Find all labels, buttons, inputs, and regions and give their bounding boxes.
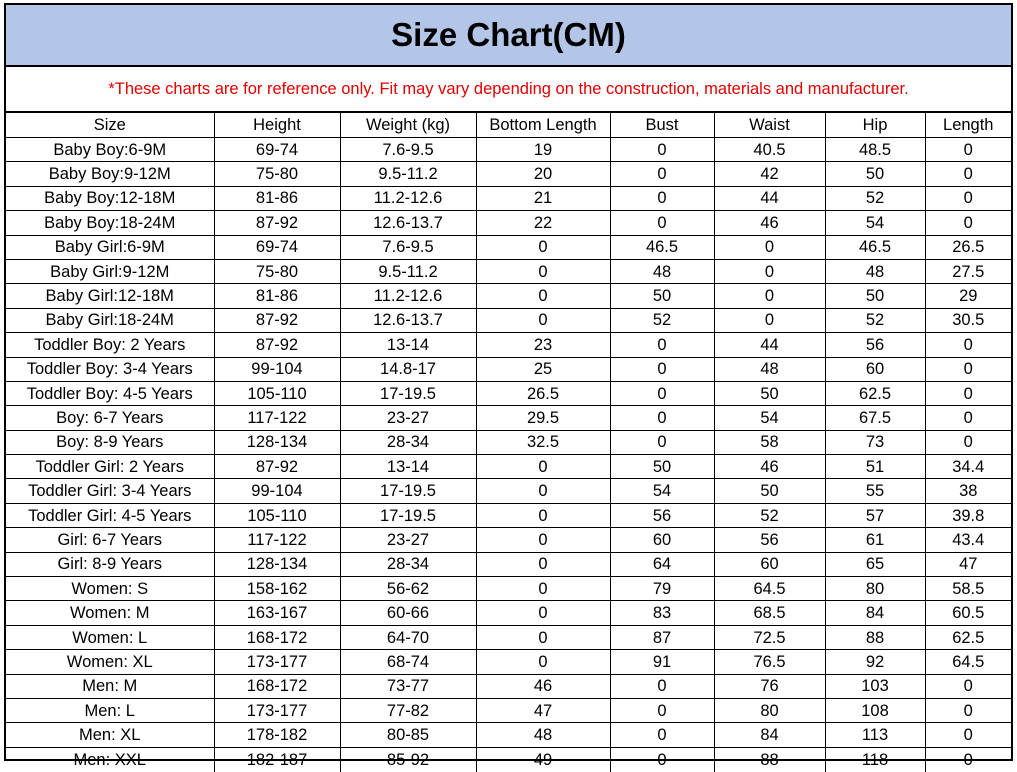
measurement-cell: 12.6-13.7	[340, 211, 476, 235]
measurement-cell: 0	[925, 698, 1011, 722]
measurement-cell: 178-182	[214, 723, 340, 747]
measurement-cell: 39.8	[925, 503, 1011, 527]
measurement-cell: 60	[714, 552, 825, 576]
measurement-cell: 0	[610, 186, 714, 210]
measurement-cell: 87	[610, 625, 714, 649]
measurement-cell: 68.5	[714, 601, 825, 625]
table-row	[6, 528, 1011, 552]
table-row	[6, 284, 1011, 308]
measurement-cell: 48	[476, 723, 610, 747]
measurement-cell: 13-14	[340, 333, 476, 357]
measurement-cell: 91	[610, 650, 714, 674]
measurement-cell: 38	[925, 479, 1011, 503]
measurement-cell: 54	[714, 406, 825, 430]
measurement-cell: 182-187	[214, 747, 340, 771]
measurement-cell: 0	[476, 455, 610, 479]
column-header: Length	[925, 113, 1011, 138]
measurement-cell: 0	[925, 723, 1011, 747]
size-label-cell: Girl: 6-7 Years	[6, 528, 214, 552]
table-body	[6, 138, 1011, 772]
table-row	[6, 503, 1011, 527]
measurement-cell: 0	[610, 138, 714, 162]
measurement-cell: 0	[476, 284, 610, 308]
table-row	[6, 430, 1011, 454]
measurement-cell: 52	[610, 308, 714, 332]
measurement-cell: 0	[610, 723, 714, 747]
measurement-cell: 0	[925, 674, 1011, 698]
measurement-cell: 0	[925, 430, 1011, 454]
size-label-cell: Women: M	[6, 601, 214, 625]
measurement-cell: 168-172	[214, 625, 340, 649]
measurement-cell: 0	[610, 211, 714, 235]
table-row	[6, 650, 1011, 674]
table-row	[6, 601, 1011, 625]
measurement-cell: 0	[925, 381, 1011, 405]
measurement-cell: 77-82	[340, 698, 476, 722]
measurement-cell: 72.5	[714, 625, 825, 649]
measurement-cell: 60	[825, 357, 925, 381]
measurement-cell: 0	[925, 138, 1011, 162]
measurement-cell: 105-110	[214, 381, 340, 405]
size-label-cell: Women: XL	[6, 650, 214, 674]
table-row	[6, 625, 1011, 649]
measurement-cell: 23-27	[340, 528, 476, 552]
table-row	[6, 406, 1011, 430]
reference-note: *These charts are for reference only. Fit may vary depending on the construction, materials and manufacturer.	[6, 67, 1011, 113]
size-label-cell: Toddler Girl: 4-5 Years	[6, 503, 214, 527]
measurement-cell: 64	[610, 552, 714, 576]
measurement-cell: 128-134	[214, 552, 340, 576]
table-row	[6, 138, 1011, 162]
measurement-cell: 54	[825, 211, 925, 235]
measurement-cell: 0	[925, 186, 1011, 210]
measurement-cell: 13-14	[340, 455, 476, 479]
measurement-cell: 48	[714, 357, 825, 381]
measurement-cell: 28-34	[340, 552, 476, 576]
measurement-cell: 69-74	[214, 138, 340, 162]
measurement-cell: 64.5	[925, 650, 1011, 674]
measurement-cell: 75-80	[214, 162, 340, 186]
measurement-cell: 50	[825, 284, 925, 308]
measurement-cell: 0	[714, 235, 825, 259]
measurement-cell: 65	[825, 552, 925, 576]
column-header: Waist	[714, 113, 825, 138]
measurement-cell: 48	[610, 259, 714, 283]
measurement-cell: 7.6-9.5	[340, 235, 476, 259]
measurement-cell: 0	[476, 503, 610, 527]
measurement-cell: 50	[714, 381, 825, 405]
measurement-cell: 46	[714, 211, 825, 235]
measurement-cell: 58	[714, 430, 825, 454]
measurement-cell: 0	[714, 308, 825, 332]
measurement-cell: 50	[714, 479, 825, 503]
measurement-cell: 56	[610, 503, 714, 527]
measurement-cell: 0	[610, 162, 714, 186]
measurement-cell: 0	[714, 284, 825, 308]
measurement-cell: 46	[714, 455, 825, 479]
measurement-cell: 0	[610, 357, 714, 381]
measurement-cell: 46	[476, 674, 610, 698]
measurement-cell: 51	[825, 455, 925, 479]
size-table	[6, 113, 1011, 772]
measurement-cell: 11.2-12.6	[340, 186, 476, 210]
measurement-cell: 23	[476, 333, 610, 357]
table-row	[6, 162, 1011, 186]
measurement-cell: 42	[714, 162, 825, 186]
table-row	[6, 747, 1011, 771]
measurement-cell: 99-104	[214, 479, 340, 503]
measurement-cell: 76.5	[714, 650, 825, 674]
measurement-cell: 50	[610, 284, 714, 308]
measurement-cell: 48	[825, 259, 925, 283]
size-label-cell: Boy: 8-9 Years	[6, 430, 214, 454]
size-label-cell: Baby Girl:18-24M	[6, 308, 214, 332]
measurement-cell: 26.5	[925, 235, 1011, 259]
measurement-cell: 0	[610, 406, 714, 430]
table-row	[6, 211, 1011, 235]
measurement-cell: 87-92	[214, 455, 340, 479]
table-row	[6, 479, 1011, 503]
measurement-cell: 29.5	[476, 406, 610, 430]
measurement-cell: 80-85	[340, 723, 476, 747]
measurement-cell: 0	[476, 601, 610, 625]
measurement-cell: 46.5	[610, 235, 714, 259]
measurement-cell: 80	[714, 698, 825, 722]
size-label-cell: Women: L	[6, 625, 214, 649]
measurement-cell: 49	[476, 747, 610, 771]
measurement-cell: 50	[825, 162, 925, 186]
measurement-cell: 32.5	[476, 430, 610, 454]
measurement-cell: 52	[714, 503, 825, 527]
measurement-cell: 0	[476, 308, 610, 332]
measurement-cell: 99-104	[214, 357, 340, 381]
measurement-cell: 34.4	[925, 455, 1011, 479]
measurement-cell: 67.5	[825, 406, 925, 430]
table-header-row	[6, 113, 1011, 138]
size-label-cell: Baby Girl:9-12M	[6, 259, 214, 283]
measurement-cell: 87-92	[214, 333, 340, 357]
column-header: Height	[214, 113, 340, 138]
measurement-cell: 62.5	[925, 625, 1011, 649]
measurement-cell: 0	[925, 162, 1011, 186]
measurement-cell: 29	[925, 284, 1011, 308]
measurement-cell: 79	[610, 577, 714, 601]
measurement-cell: 56-62	[340, 577, 476, 601]
table-row	[6, 723, 1011, 747]
size-label-cell: Men: L	[6, 698, 214, 722]
measurement-cell: 105-110	[214, 503, 340, 527]
column-header: Bottom Length	[476, 113, 610, 138]
measurement-cell: 81-86	[214, 186, 340, 210]
size-label-cell: Girl: 8-9 Years	[6, 552, 214, 576]
measurement-cell: 56	[825, 333, 925, 357]
measurement-cell: 0	[476, 650, 610, 674]
measurement-cell: 44	[714, 186, 825, 210]
measurement-cell: 19	[476, 138, 610, 162]
measurement-cell: 0	[925, 211, 1011, 235]
size-label-cell: Baby Boy:12-18M	[6, 186, 214, 210]
size-label-cell: Baby Girl:12-18M	[6, 284, 214, 308]
size-label-cell: Women: S	[6, 577, 214, 601]
measurement-cell: 20	[476, 162, 610, 186]
table-row	[6, 381, 1011, 405]
measurement-cell: 0	[610, 747, 714, 771]
size-label-cell: Baby Boy:6-9M	[6, 138, 214, 162]
measurement-cell: 0	[925, 747, 1011, 771]
measurement-cell: 75-80	[214, 259, 340, 283]
measurement-cell: 56	[714, 528, 825, 552]
measurement-cell: 117-122	[214, 406, 340, 430]
measurement-cell: 61	[825, 528, 925, 552]
measurement-cell: 27.5	[925, 259, 1011, 283]
measurement-cell: 73	[825, 430, 925, 454]
table-row	[6, 698, 1011, 722]
measurement-cell: 73-77	[340, 674, 476, 698]
measurement-cell: 0	[610, 381, 714, 405]
measurement-cell: 68-74	[340, 650, 476, 674]
measurement-cell: 0	[925, 357, 1011, 381]
measurement-cell: 52	[825, 308, 925, 332]
size-label-cell: Baby Boy:9-12M	[6, 162, 214, 186]
size-label-cell: Toddler Boy: 3-4 Years	[6, 357, 214, 381]
size-label-cell: Men: XXL	[6, 747, 214, 771]
measurement-cell: 60.5	[925, 601, 1011, 625]
table-row	[6, 308, 1011, 332]
measurement-cell: 30.5	[925, 308, 1011, 332]
size-label-cell: Baby Girl:6-9M	[6, 235, 214, 259]
measurement-cell: 0	[476, 259, 610, 283]
measurement-cell: 0	[925, 333, 1011, 357]
measurement-cell: 84	[825, 601, 925, 625]
measurement-cell: 103	[825, 674, 925, 698]
measurement-cell: 7.6-9.5	[340, 138, 476, 162]
measurement-cell: 108	[825, 698, 925, 722]
measurement-cell: 85-92	[340, 747, 476, 771]
measurement-cell: 113	[825, 723, 925, 747]
measurement-cell: 50	[610, 455, 714, 479]
measurement-cell: 47	[476, 698, 610, 722]
size-label-cell: Toddler Boy: 2 Years	[6, 333, 214, 357]
column-header: Size	[6, 113, 214, 138]
measurement-cell: 17-19.5	[340, 381, 476, 405]
size-chart	[4, 3, 1013, 769]
measurement-cell: 0	[925, 406, 1011, 430]
measurement-cell: 57	[825, 503, 925, 527]
measurement-cell: 21	[476, 186, 610, 210]
measurement-cell: 22	[476, 211, 610, 235]
measurement-cell: 52	[825, 186, 925, 210]
measurement-cell: 0	[610, 674, 714, 698]
measurement-cell: 26.5	[476, 381, 610, 405]
measurement-cell: 0	[610, 698, 714, 722]
table-row	[6, 577, 1011, 601]
measurement-cell: 12.6-13.7	[340, 308, 476, 332]
measurement-cell: 9.5-11.2	[340, 259, 476, 283]
measurement-cell: 0	[476, 577, 610, 601]
size-label-cell: Toddler Girl: 3-4 Years	[6, 479, 214, 503]
table-row	[6, 674, 1011, 698]
measurement-cell: 17-19.5	[340, 479, 476, 503]
measurement-cell: 92	[825, 650, 925, 674]
measurement-cell: 54	[610, 479, 714, 503]
measurement-cell: 0	[476, 235, 610, 259]
measurement-cell: 58.5	[925, 577, 1011, 601]
size-label-cell: Men: XL	[6, 723, 214, 747]
measurement-cell: 84	[714, 723, 825, 747]
measurement-cell: 60	[610, 528, 714, 552]
measurement-cell: 83	[610, 601, 714, 625]
measurement-cell: 80	[825, 577, 925, 601]
column-header: Weight (kg)	[340, 113, 476, 138]
table-row	[6, 333, 1011, 357]
measurement-cell: 87-92	[214, 308, 340, 332]
measurement-cell: 43.4	[925, 528, 1011, 552]
table-row	[6, 552, 1011, 576]
table-row	[6, 235, 1011, 259]
size-label-cell: Boy: 6-7 Years	[6, 406, 214, 430]
measurement-cell: 25	[476, 357, 610, 381]
measurement-cell: 81-86	[214, 284, 340, 308]
measurement-cell: 17-19.5	[340, 503, 476, 527]
measurement-cell: 40.5	[714, 138, 825, 162]
measurement-cell: 87-92	[214, 211, 340, 235]
measurement-cell: 118	[825, 747, 925, 771]
measurement-cell: 0	[476, 625, 610, 649]
measurement-cell: 47	[925, 552, 1011, 576]
measurement-cell: 158-162	[214, 577, 340, 601]
measurement-cell: 173-177	[214, 698, 340, 722]
measurement-cell: 69-74	[214, 235, 340, 259]
measurement-cell: 0	[714, 259, 825, 283]
measurement-cell: 0	[476, 552, 610, 576]
measurement-cell: 46.5	[825, 235, 925, 259]
column-header: Bust	[610, 113, 714, 138]
measurement-cell: 0	[476, 528, 610, 552]
size-label-cell: Toddler Girl: 2 Years	[6, 455, 214, 479]
size-label-cell: Men: M	[6, 674, 214, 698]
measurement-cell: 128-134	[214, 430, 340, 454]
measurement-cell: 76	[714, 674, 825, 698]
table-row	[6, 357, 1011, 381]
measurement-cell: 163-167	[214, 601, 340, 625]
size-label-cell: Toddler Boy: 4-5 Years	[6, 381, 214, 405]
column-header: Hip	[825, 113, 925, 138]
measurement-cell: 64.5	[714, 577, 825, 601]
measurement-cell: 60-66	[340, 601, 476, 625]
measurement-cell: 88	[714, 747, 825, 771]
measurement-cell: 48.5	[825, 138, 925, 162]
measurement-cell: 9.5-11.2	[340, 162, 476, 186]
chart-title: Size Chart(CM)	[6, 5, 1011, 67]
measurement-cell: 28-34	[340, 430, 476, 454]
measurement-cell: 23-27	[340, 406, 476, 430]
measurement-cell: 11.2-12.6	[340, 284, 476, 308]
measurement-cell: 64-70	[340, 625, 476, 649]
table-row	[6, 455, 1011, 479]
measurement-cell: 44	[714, 333, 825, 357]
size-label-cell: Baby Boy:18-24M	[6, 211, 214, 235]
measurement-cell: 0	[610, 430, 714, 454]
measurement-cell: 62.5	[825, 381, 925, 405]
measurement-cell: 173-177	[214, 650, 340, 674]
measurement-cell: 14.8-17	[340, 357, 476, 381]
measurement-cell: 0	[610, 333, 714, 357]
table-row	[6, 186, 1011, 210]
measurement-cell: 0	[476, 479, 610, 503]
measurement-cell: 55	[825, 479, 925, 503]
measurement-cell: 117-122	[214, 528, 340, 552]
measurement-cell: 88	[825, 625, 925, 649]
table-row	[6, 259, 1011, 283]
measurement-cell: 168-172	[214, 674, 340, 698]
